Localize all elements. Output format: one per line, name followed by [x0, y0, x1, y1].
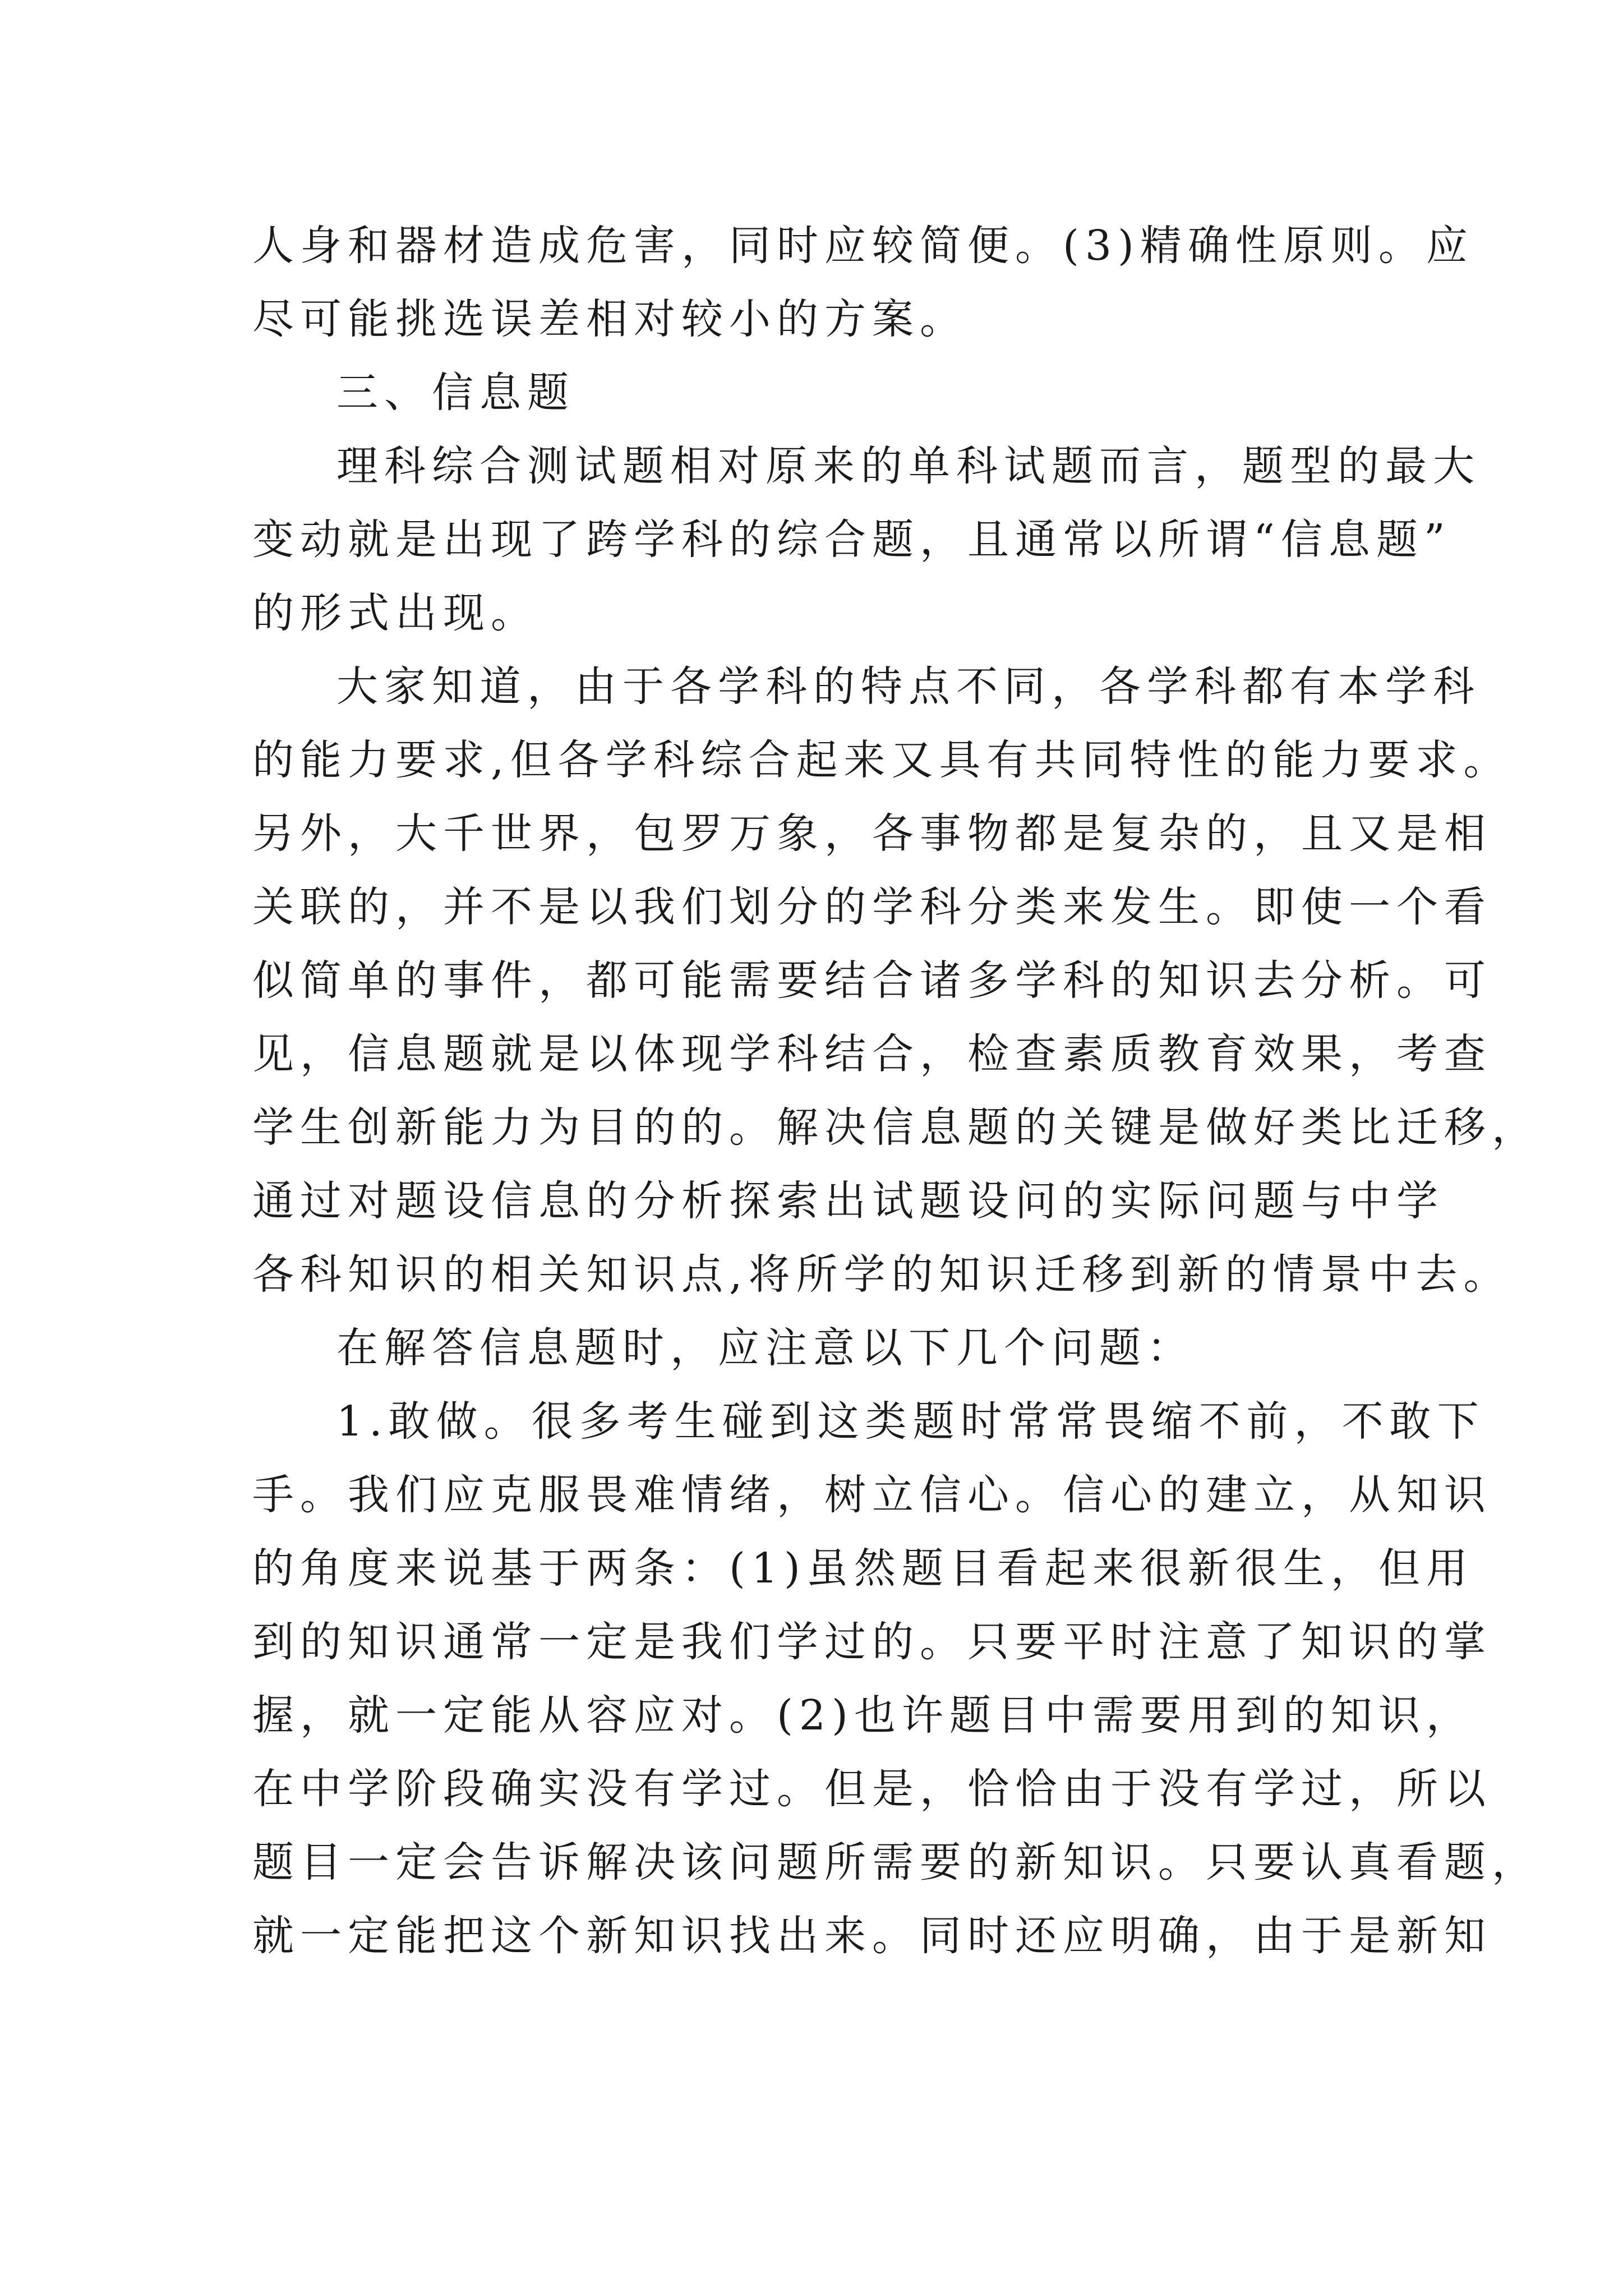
text-line-12: 见，信息题就是以体现学科结合，检查素质教育效果，考查 [252, 1030, 1492, 1078]
text-line-18: 手。我们应克服畏难情绪，树立信心。信心的建立，从知识 [252, 1471, 1492, 1519]
text-line-21: 握，就一定能从容应对。(2)也许题目中需要用到的知识， [252, 1691, 1474, 1740]
text-line-7: 大家知道，由于各学科的特点不同，各学科都有本学科 [336, 662, 1481, 711]
section-heading: 三、信息题 [336, 369, 575, 417]
text-line-10: 关联的，并不是以我们划分的学科分类来发生。即使一个看 [252, 883, 1492, 931]
text-line-23: 题目一定会告诉解决该问题所需要的新知识。只要认真看题， [252, 1838, 1539, 1887]
text-line-4: 理科综合测试题相对原来的单科试题而言，题型的最大 [336, 442, 1481, 490]
text-line-6: 的形式出现。 [252, 589, 538, 637]
text-line-11: 似简单的事件，都可能需要结合诸多学科的知识去分析。可 [252, 956, 1492, 1005]
text-line-8: 的能力要求,但各学科综合起来又具有共同特性的能力要求。 [252, 736, 1511, 784]
text-line-2: 尽可能挑选误差相对较小的方案。 [252, 295, 967, 343]
text-line-22: 在中学阶段确实没有学过。但是，恰恰由于没有学过，所以 [252, 1765, 1492, 1813]
text-line-14: 通过对题设信息的分析探索出试题设问的实际问题与中学 [252, 1177, 1444, 1225]
text-line-20: 到的知识通常一定是我们学过的。只要平时注意了知识的掌 [252, 1618, 1492, 1666]
text-line-16: 在解答信息题时，应注意以下几个问题： [336, 1324, 1195, 1372]
text-line-1: 人身和器材造成危害，同时应较简便。(3)精确性原则。应 [252, 222, 1474, 270]
text-line-15: 各科知识的相关知识点,将所学的知识迁移到新的情景中去。 [252, 1250, 1511, 1299]
text-line-19: 的角度来说基于两条：(1)虽然题目看起来很新很生，但用 [252, 1544, 1474, 1593]
text-line-24: 就一定能把这个新知识找出来。同时还应明确，由于是新知 [252, 1912, 1492, 1960]
text-line-9: 另外，大千世界，包罗万象，各事物都是复杂的，且又是相 [252, 809, 1492, 858]
text-line-13: 学生创新能力为目的的。解决信息题的关键是做好类比迁移， [252, 1103, 1539, 1152]
text-line-17: 1.敢做。很多考生碰到这类题时常常畏缩不前，不敢下 [336, 1397, 1485, 1446]
text-line-5: 变动就是出现了跨学科的综合题，且通常以所谓“信息题” [252, 516, 1451, 564]
